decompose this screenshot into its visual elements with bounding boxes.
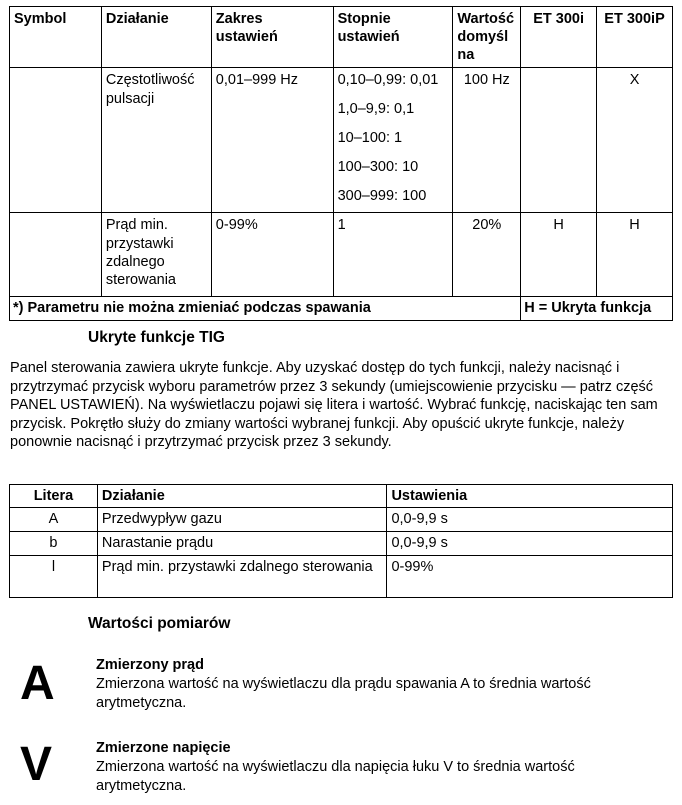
cell-ustawienia: 0,0-9,9 s [387,532,673,556]
table-footer-row [10,297,673,320]
col-ustawienia: Ustawienia [387,485,673,508]
col-stopnie: Stopnie ustawień [333,7,453,68]
col-dzialanie: Działanie [97,485,387,508]
cell-stopnie: 1 [333,213,453,297]
col-dzialanie: Działanie [101,7,211,68]
step-line: 0,10–0,99: 0,01 [337,72,439,89]
cell-domyslna: 100 Hz [453,68,521,213]
cell-symbol [10,213,102,297]
cell-symbol [10,68,102,213]
cell-dzialanie: Częstotliwość pulsacji [101,68,211,213]
volt-symbol: V [20,738,53,791]
cell-dzialanie: Przedwypływ gazu [97,508,387,532]
step-line: 1,0–9,9: 0,1 [337,101,415,118]
table-row [10,556,673,598]
table-row [10,213,673,297]
col-et300ip: ET 300iP [597,7,673,68]
cell-zakres: 0,01–999 Hz [211,68,333,213]
measure-title: Zmierzone napięcie [96,740,231,756]
footer-legend: H = Ukryta funkcja [521,297,673,320]
step-line: 100–300: 10 [337,159,419,176]
measure-text: Zmierzona wartość na wyświetlaczu dla napięcia łuku V to średnia wartość arytmetyczna. [96,759,575,794]
col-symbol: Symbol [10,7,102,68]
table-row [10,68,673,213]
cell-dzialanie: Prąd min. przystawki zdalnego sterowania [97,556,387,598]
cell-et300ip: H [597,213,673,297]
cell-stopnie [333,68,453,213]
cell-litera: b [10,532,98,556]
measurements-heading: Wartości pomiarów [88,615,231,632]
cell-et300ip: X [597,68,673,213]
ampere-symbol: A [20,657,55,710]
cell-et300i: H [521,213,597,297]
hidden-functions-heading: Ukryte funkcje TIG [88,329,225,346]
cell-dzialanie: Prąd min. przystawki zdalnego sterowania [101,213,211,297]
step-line: 10–100: 1 [337,130,403,147]
footer-note: *) Parametru nie można zmieniać podczas spawania [10,297,521,320]
col-et300i: ET 300i [521,7,597,68]
hidden-functions-paragraph: Panel sterowania zawiera ukryte funkcje. Aby uzyskać dostęp do tych funkcji, należy nacisnąć i przytrzymać przycisk wyboru parametrów przez 3 sekundy (umiejscowienie przycisku — patrz część PANEL USTAWIEŃ). Na wyświetlaczu pojawi się litera i wartość. Wybrać funkcję, naciskając ten sam przycisk. Pokrętło służy do zmiany wartości wybranej funkcji. Aby opuścić ukryte funkcje, należy ponownie nacisnąć i przytrzymać przycisk przez 3 sekundy. [10,360,658,450]
parameter-table [9,6,673,321]
col-litera: Litera [10,485,98,508]
cell-litera: A [10,508,98,532]
cell-zakres: 0-99% [211,213,333,297]
table-header-row [10,7,673,68]
measure-text: Zmierzona wartość na wyświetlaczu dla prądu spawania A to średnia wartość arytmetyczna. [96,676,591,711]
table-row [10,508,673,532]
cell-ustawienia: 0-99% [387,556,673,598]
cell-ustawienia: 0,0-9,9 s [387,508,673,532]
hidden-functions-table [9,484,673,598]
col-zakres: Zakres ustawień [211,7,333,68]
measure-title: Zmierzony prąd [96,657,204,673]
table-row [10,532,673,556]
cell-litera: l [10,556,98,598]
table-header-row [10,485,673,508]
cell-domyslna: 20% [453,213,521,297]
step-line: 300–999: 100 [337,188,427,205]
col-domyslna: Wartość domyślna [453,7,521,68]
cell-et300i [521,68,597,213]
cell-dzialanie: Narastanie prądu [97,532,387,556]
